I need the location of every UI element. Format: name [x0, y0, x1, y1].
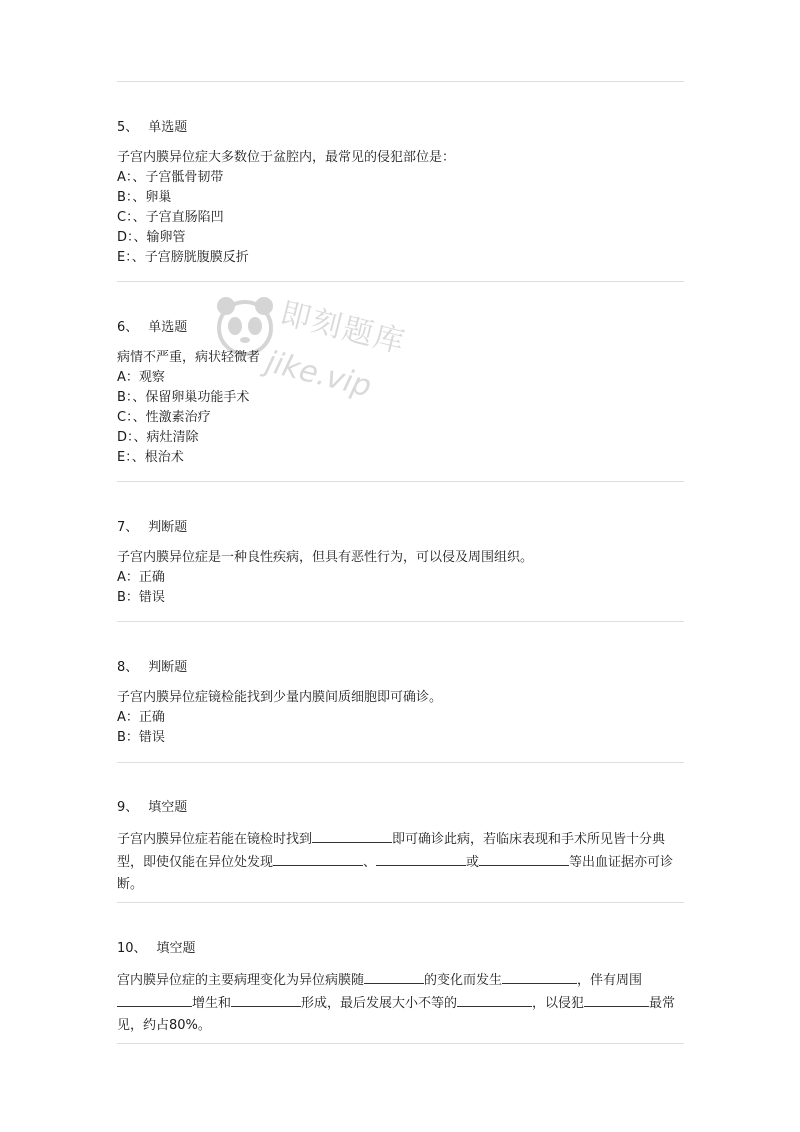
blank-field[interactable] — [231, 992, 301, 1007]
question-8 — [117, 658, 689, 748]
question-stem: 病情不严重，病状轻微者 — [117, 350, 261, 365]
question-number: 10、 — [117, 941, 147, 956]
question-stem: 子宫内膜异位症镜检能找到少量内膜间质细胞即可确诊。 — [117, 690, 443, 705]
divider — [117, 481, 684, 482]
stem-text: ，伴有周围 — [577, 973, 643, 988]
stem-text: 形成，最后发展大小不等的 — [301, 996, 458, 1011]
question-10 — [117, 939, 689, 1037]
question-header — [117, 318, 689, 338]
question-stem: 子宫内膜异位症是一种良性疾病，但具有恶性行为，可以侵及周围组织。 — [117, 550, 534, 565]
option-b[interactable]: B：、保留卵巢功能手术 — [117, 390, 250, 405]
divider — [117, 81, 684, 82]
option-e[interactable]: E：、根治术 — [117, 450, 184, 465]
option-c[interactable]: C：、性激素治疗 — [117, 410, 211, 425]
question-stem — [117, 969, 689, 1037]
stem-text: 最常见，约占80%。 — [117, 996, 676, 1033]
question-stem: 子宫内膜异位症大多数位于盆腔内，最常见的侵犯部位是： — [117, 150, 456, 165]
divider — [117, 1043, 684, 1044]
divider — [117, 902, 684, 903]
blank-field[interactable] — [502, 969, 577, 984]
watermark-url: jike.vip — [262, 344, 375, 405]
question-number: 6、 — [117, 320, 139, 335]
question-header — [117, 118, 689, 138]
blank-field[interactable] — [584, 992, 649, 1007]
question-header — [117, 798, 689, 818]
stem-text: ，以侵犯 — [532, 996, 585, 1011]
stem-text: 增生和 — [192, 996, 232, 1011]
stem-text: 子宫内膜异位症若能在镜检时找到 — [117, 832, 313, 847]
option-b[interactable]: B：、卵巢 — [117, 190, 172, 205]
divider — [117, 621, 684, 622]
question-header — [117, 658, 689, 678]
option-a[interactable]: A：、子宫骶骨韧带 — [117, 170, 224, 185]
question-stem — [117, 828, 689, 896]
stem-text: 的变化而发生 — [424, 973, 503, 988]
option-a[interactable]: A：观察 — [117, 370, 165, 385]
divider — [117, 762, 684, 763]
question-7 — [117, 518, 689, 608]
stem-text: 、 — [363, 855, 377, 870]
question-type: 判断题 — [148, 520, 188, 535]
question-type: 填空题 — [148, 800, 188, 815]
blank-field[interactable] — [457, 992, 532, 1007]
question-number: 9、 — [117, 800, 139, 815]
blank-field[interactable] — [312, 828, 392, 843]
question-5 — [117, 118, 689, 268]
divider — [117, 281, 684, 282]
stem-text: 等出血证据亦可诊断。 — [117, 855, 674, 892]
watermark-brand: 即刻题库 — [276, 295, 410, 361]
blank-field[interactable] — [364, 969, 424, 984]
option-c[interactable]: C：、子宫直肠陷凹 — [117, 210, 224, 225]
blank-field[interactable] — [117, 992, 192, 1007]
blank-field[interactable] — [376, 851, 466, 866]
question-9 — [117, 798, 689, 896]
option-d[interactable]: D：、病灶清除 — [117, 430, 199, 445]
option-e[interactable]: E：、子宫膀胱腹膜反折 — [117, 250, 249, 265]
question-number: 5、 — [117, 120, 139, 135]
question-number: 8、 — [117, 660, 139, 675]
question-type: 单选题 — [148, 120, 188, 135]
question-type: 单选题 — [148, 320, 188, 335]
option-a[interactable]: A：正确 — [117, 710, 165, 725]
blank-field[interactable] — [479, 851, 569, 866]
question-number: 7、 — [117, 520, 139, 535]
option-b[interactable]: B：错误 — [117, 590, 165, 605]
question-header — [117, 939, 689, 959]
stem-text: 或 — [466, 855, 480, 870]
option-b[interactable]: B：错误 — [117, 730, 165, 745]
option-d[interactable]: D：、输卵管 — [117, 230, 186, 245]
stem-text: 即可确诊此病，若临床表现和手术所见皆十分典型，即使仅能在异位处发现 — [117, 832, 666, 870]
question-type: 判断题 — [148, 660, 188, 675]
option-a[interactable]: A：正确 — [117, 570, 165, 585]
question-header — [117, 518, 689, 538]
question-6 — [117, 318, 689, 468]
blank-field[interactable] — [273, 851, 363, 866]
stem-text: 宫内膜异位症的主要病理变化为异位病膜随 — [117, 973, 365, 988]
question-type: 填空题 — [156, 941, 196, 956]
